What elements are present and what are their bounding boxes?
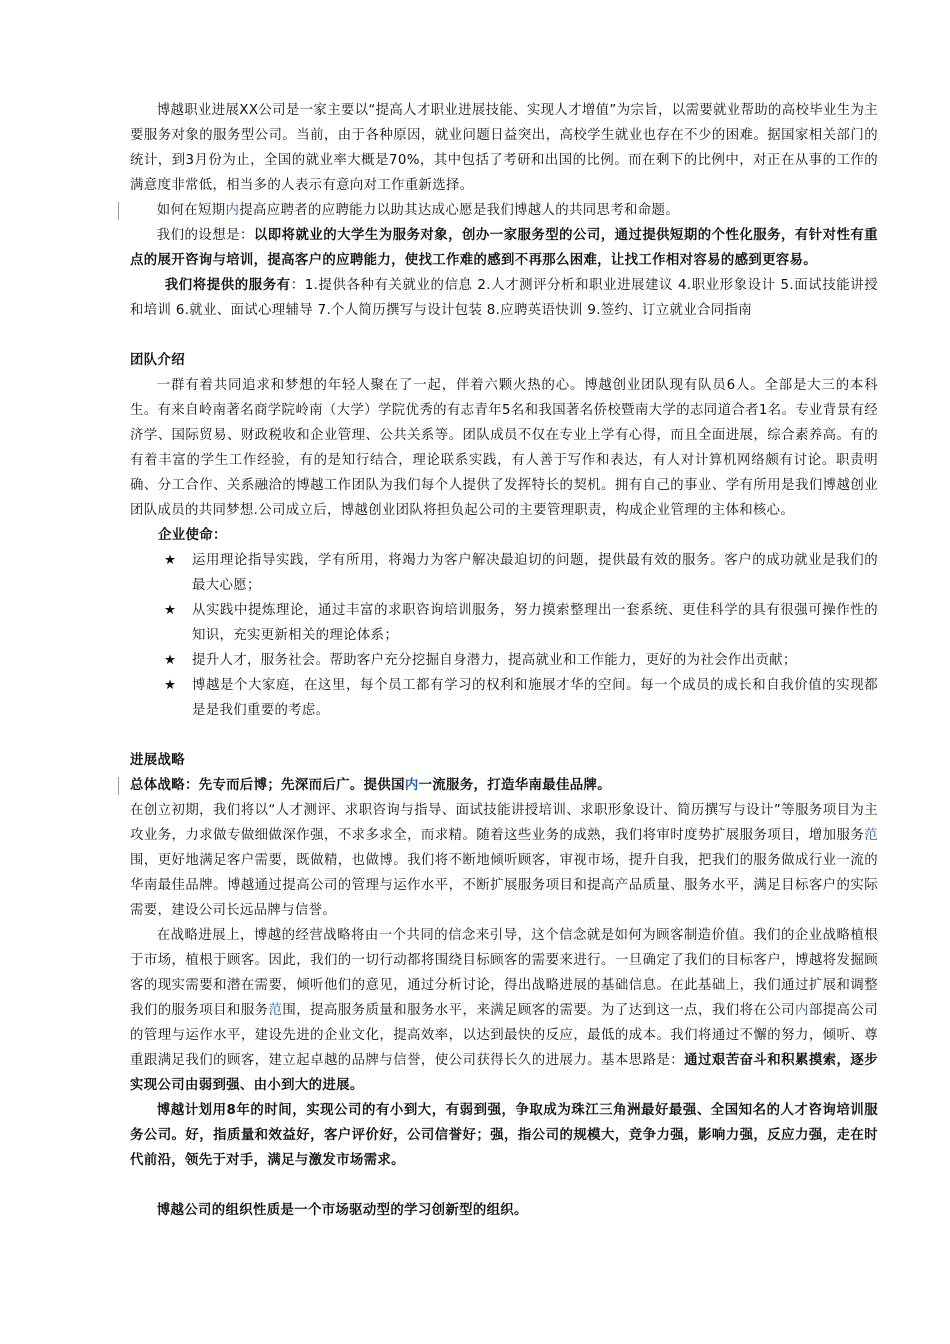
intro-p3-bold: 以即将就业的大学生为服务对象，创办一家服务型的公司，通过提供短期的个性化服务，有针对性有重点的展开咨询与培训，提高客户的应聘能力，使找工作难的感到不再那么困难，让找工作相对容易的感到更容易。	[130, 228, 879, 268]
intro-paragraph-2	[130, 198, 878, 223]
mission-item	[130, 548, 878, 598]
spacer	[130, 323, 878, 348]
star-icon: ★	[164, 678, 177, 693]
intro-paragraph-1: 博越职业进展XX公司是一家主要以“提高人才职业进展技能、实现人才增值”为宗旨，以需要就业帮助的高校毕业生为主要服务对象的服务型公司。当前，由于各种原因，就业问题日益突出，高校学生就业也存在不少的困难。据国家相关部门的统计，到3月份为止，全国的就业率大概是70%，其中包括了考研和出国的比例。而在剩下的比例中，对正在从事的工作的满意度非常低，相当多的人表示有意向对工作重新选择。	[130, 103, 878, 193]
overall-strategy	[130, 773, 878, 798]
strategy-p2-highlight-1: 范	[268, 1003, 283, 1018]
overall-strategy-text-b: 一流服务，打造华南最佳品牌。	[418, 778, 611, 793]
star-icon: ★	[164, 603, 177, 618]
team-paragraph: 一群有着共同追求和梦想的年轻人聚在了一起，伴着六颗火热的心。博越创业团队现有队员6人。全部是大三的本科生。有来自岭南著名商学院岭南（大学）学院优秀的有志青年5名和我国著名侨校暨南大学的志同道合者1名。专业背景有经济学、国际贸易、财政税收和企业管理、公共关系等。团队成员不仅在专业上学有心得，而且全面进展，综合素养高。有的有着丰富的学生工作经验，有的是知行结合，理论联系实践，有人善于写作和表达，有人对计算机网络颇有讨论。职责明确、分工合作、关系融洽的博越工作团队为我们每个人提供了发挥特长的契机。拥有自己的事业、学有所用是我们博越创业团队成员的共同梦想.公司成立后，博越创业团队将担负起公司的主要管理职责，构成企业管理的主体和核心。	[130, 378, 878, 518]
mission-item-text: 运用理论指导实践，学有所用，将竭力为客户解决最迫切的问题，提供最有效的服务。客户的成功就业是我们的最大心愿；	[192, 553, 878, 593]
strategy-p1-text-b: 围，更好地满足客户需要，既做精，也做博。我们将不断地倾听顾客，审视市场，提升自我，把我们的服务做成行业一流的华南最佳品牌。博越通过提高公司的管理与运作水平，不断扩展服务项目和提高产品质量、服务水平，满足目标客户的实际需要，建设公司长远品牌与信誉。	[130, 853, 878, 918]
strategy-p2-bold: 通过艰苦奋斗和积累摸索，逐步实现公司由弱到强、由小到大的进展。	[130, 1053, 878, 1093]
strategy-p1-text-a: 在创立初期，我们将以“人才测评、求职咨询与指导、面试技能讲授培训、求职形象设计、简历撰写与设计”等服务项目为主攻业务，力求做专做细做深作强，不求多求全，而求精。随着这些业务的成熟，我们将审时度势扩展服务项目，增加服务	[130, 803, 878, 843]
mission-heading: 企业使命：	[158, 528, 227, 543]
strategy-paragraph-4: 博越公司的组织性质是一个市场驱动型的学习创新型的组织。	[156, 1203, 528, 1218]
star-icon: ★	[164, 553, 177, 568]
intro-p2-highlight: 内	[225, 203, 240, 218]
services-label: 我们将提供的服务有	[164, 278, 291, 293]
mission-item	[130, 598, 878, 648]
strategy-paragraph-1	[130, 798, 878, 923]
intro-paragraph-4	[130, 273, 878, 323]
intro-p2-text-a: 如何在短期	[156, 203, 226, 218]
spacer	[130, 1173, 878, 1198]
mission-item	[130, 673, 878, 723]
document-page	[130, 98, 878, 1223]
team-heading: 团队介绍	[130, 353, 185, 368]
strategy-p2-highlight-2: 内	[794, 1003, 809, 1018]
strategy-p2-text-b: 围，提高服务质量和服务水平，来满足顾客的需要。为了达到这一点，我们将在公司	[282, 1003, 795, 1018]
mission-list	[130, 548, 878, 723]
intro-p2-text-b: 提高应聘者的应聘能力以助其达成心愿是我们博越人的共同思考和命题。	[239, 203, 679, 218]
mission-item-text: 博越是个大家庭，在这里，每个员工都有学习的权利和施展才华的空间。每一个成员的成长和自我价值的实现都是是我们重要的考虑。	[192, 678, 878, 718]
overall-strategy-highlight: 内	[404, 778, 419, 793]
strategy-p2-text-c: 部提高公司的管理与运作水平，建设先进的企业文化，提高效率，以达到最快的反应，最低的成本。我们将通过不懈的努力，倾听、尊重跟满足我们的顾客，建立起卓越的品牌与信誉，使公司获得长久的进展力。基本思路是：	[130, 1003, 878, 1068]
strategy-p2-text-a: 在战略进展上，博越的经营战略将由一个共同的信念来引导，这个信念就是如何为顾客制造价值。我们的企业战略植根于市场，植根于顾客。因此，我们的一切行动都将围绕目标顾客的需要来进行。一旦确定了我们的目标客户，博越将发掘顾客的现实需要和潜在需要，倾听他们的意见，通过分析讨论，得出战略进展的基础信息。在此基础上，我们通过扩展和调整我们的服务项目和服务	[130, 928, 878, 1018]
star-icon: ★	[164, 653, 177, 668]
mission-item	[130, 648, 878, 673]
mission-item-text: 提升人才，服务社会。帮助客户充分挖掘自身潜力，提高就业和工作能力，更好的为社会作出贡献；	[192, 653, 797, 668]
mission-item-text: 从实践中提炼理论，通过丰富的求职咨询培训服务，努力摸索整理出一套系统、更佳科学的具有很强可操作性的知识，充实更新相关的理论体系；	[192, 603, 878, 643]
strategy-paragraph-3: 博越计划用8年的时间，实现公司的有小到大，有弱到强，争取成为珠江三角洲最好最强、全国知名的人才咨询培训服务公司。好，指质量和效益好，客户评价好，公司信誉好；强，指公司的规模大，竞争力强，影响力强，反应力强，走在时代前沿，领先于对手，满足与激发市场需求。	[130, 1103, 878, 1168]
spacer	[130, 723, 878, 748]
intro-paragraph-3	[130, 223, 878, 273]
strategy-p1-highlight: 范	[864, 828, 878, 843]
strategy-paragraph-2	[130, 923, 878, 1098]
strategy-heading: 进展战略	[130, 753, 185, 768]
intro-p3-label: 我们的设想是：	[156, 228, 254, 243]
overall-strategy-text-a: 总体战略：先专而后博；先深而后广。提供国	[130, 778, 405, 793]
services-list-text: ：1.提供各种有关就业的信息 2.人才测评分析和职业进展建议 4.职业形象设计 5.面试技能讲授和培训 6.就业、面试心理辅导 7.个人简历撰写与设计包装 8.应聘英语快训 9.签约、订立就业合同指南	[130, 278, 879, 318]
